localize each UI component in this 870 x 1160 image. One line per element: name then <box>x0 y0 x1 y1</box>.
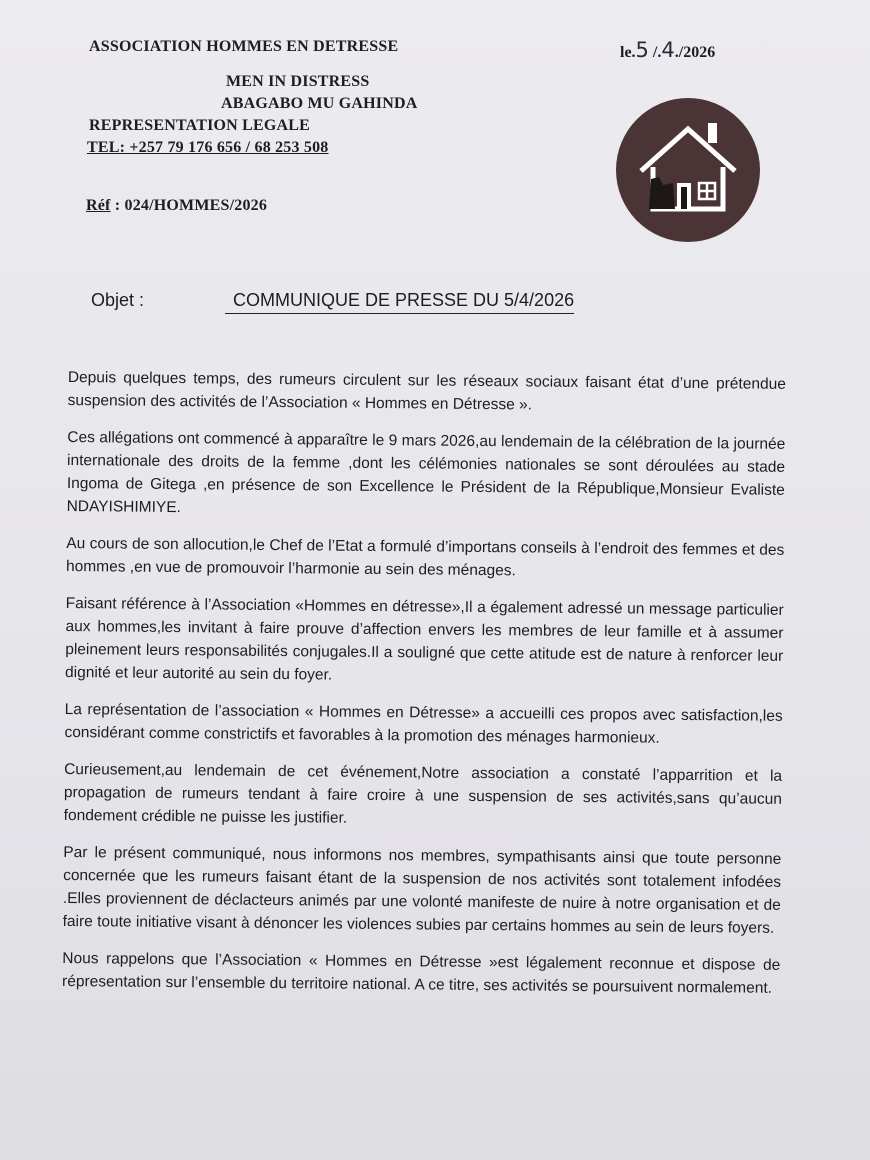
reference-value: : 024/HOMMES/2026 <box>110 197 268 214</box>
paragraph: Faisant référence à l’Association «Hommes en détresse»,Il a également adressé un message particulier aux hommes,les invitant à faire prouve d’affection envers les membres de leur famille et à assumer pleinement leurs responsabilités conjugales.Il a souligné que cette atitude est de nature à renforcer leur dignité et leur autorité au sein du foyer. <box>64 594 784 684</box>
association-name-english: MEN IN DISTRESS <box>226 73 370 90</box>
paragraph: Nous rappelons que l’Association « Hommes en Détresse »est légalement reconnue et dispose de répresentation sur l’ensemble du territoire national. A ce titre, ses activités se poursuivent normalement. <box>62 949 781 997</box>
house-logo-icon <box>615 97 761 243</box>
paragraph: Par le présent communiqué, nous informons nos membres, sympathisants ainsi que toute personne concernée que les rumeurs faisant étant de la suspension de nos activités sont totalement infodées .Elles proviennent de déclacteurs animés par une volonté manifeste de nuire à notre organisation et de faire toute initiative visant à dénoncer les violences subies par certains hommes au sein de leurs foyers. <box>62 843 782 937</box>
reference-line <box>86 197 267 215</box>
date-day: 5 <box>635 38 649 62</box>
date-year: ./2026 <box>674 44 716 61</box>
association-name: ASSOCIATION HOMMES EN DETRESSE <box>89 38 399 55</box>
date-month: 4 <box>661 38 675 62</box>
paragraph: Depuis quelques temps, des rumeurs circulent sur les réseaux sociaux faisant état d’une prétendue suspension des activités de l’Association « Hommes en Détresse ». <box>67 368 786 414</box>
subject-label: Objet : <box>91 290 145 310</box>
subject-title: COMMUNIQUE DE PRESSE DU 5/4/2026 <box>225 290 574 314</box>
phone-numbers: TEL: +257 79 176 656 / 68 253 508 <box>87 139 329 156</box>
legal-representation: REPRESENTATION LEGALE <box>89 117 310 134</box>
press-release-body <box>62 366 786 1014</box>
paragraph: Ces allégations ont commencé à apparaître le 9 mars 2026,au lendemain de la célébration de la journée internationale des droits de la femme ,dont les célémonies nationales se sont déroulées au stade Ingoma de Gitega ,en présence de son Excellence le Président de la République,Monsieur Evaliste NDAYISHIMIYE. <box>66 428 786 517</box>
paragraph: Au cours de son allocution,le Chef de l’Etat a formulé d’importans conseils à l’endroit des femmes et des hommes ,en vue de promouvoir l’harmonie au sein des ménages. <box>65 534 785 580</box>
association-name-kirundi: ABAGABO MU GAHINDA <box>221 95 418 112</box>
document-date <box>620 38 715 62</box>
paragraph: La représentation de l’association « Hommes en Détresse» a accueilli ces propos avec satisfaction,les considérant comme constrictifs et favorables à la promotion des ménages harmonieux. <box>64 700 783 747</box>
reference-label: Réf <box>86 197 111 214</box>
paragraph: Curieusement,au lendemain de cet événement,Notre association a constaté l’apparrition et la propagation de rumeurs tendant à faire croire à une suspension de ses activités,sans qu’aucun fondement crédible ne puisse les justifier. <box>63 760 783 827</box>
date-separator: /. <box>648 44 662 61</box>
date-prefix: le. <box>620 44 636 61</box>
